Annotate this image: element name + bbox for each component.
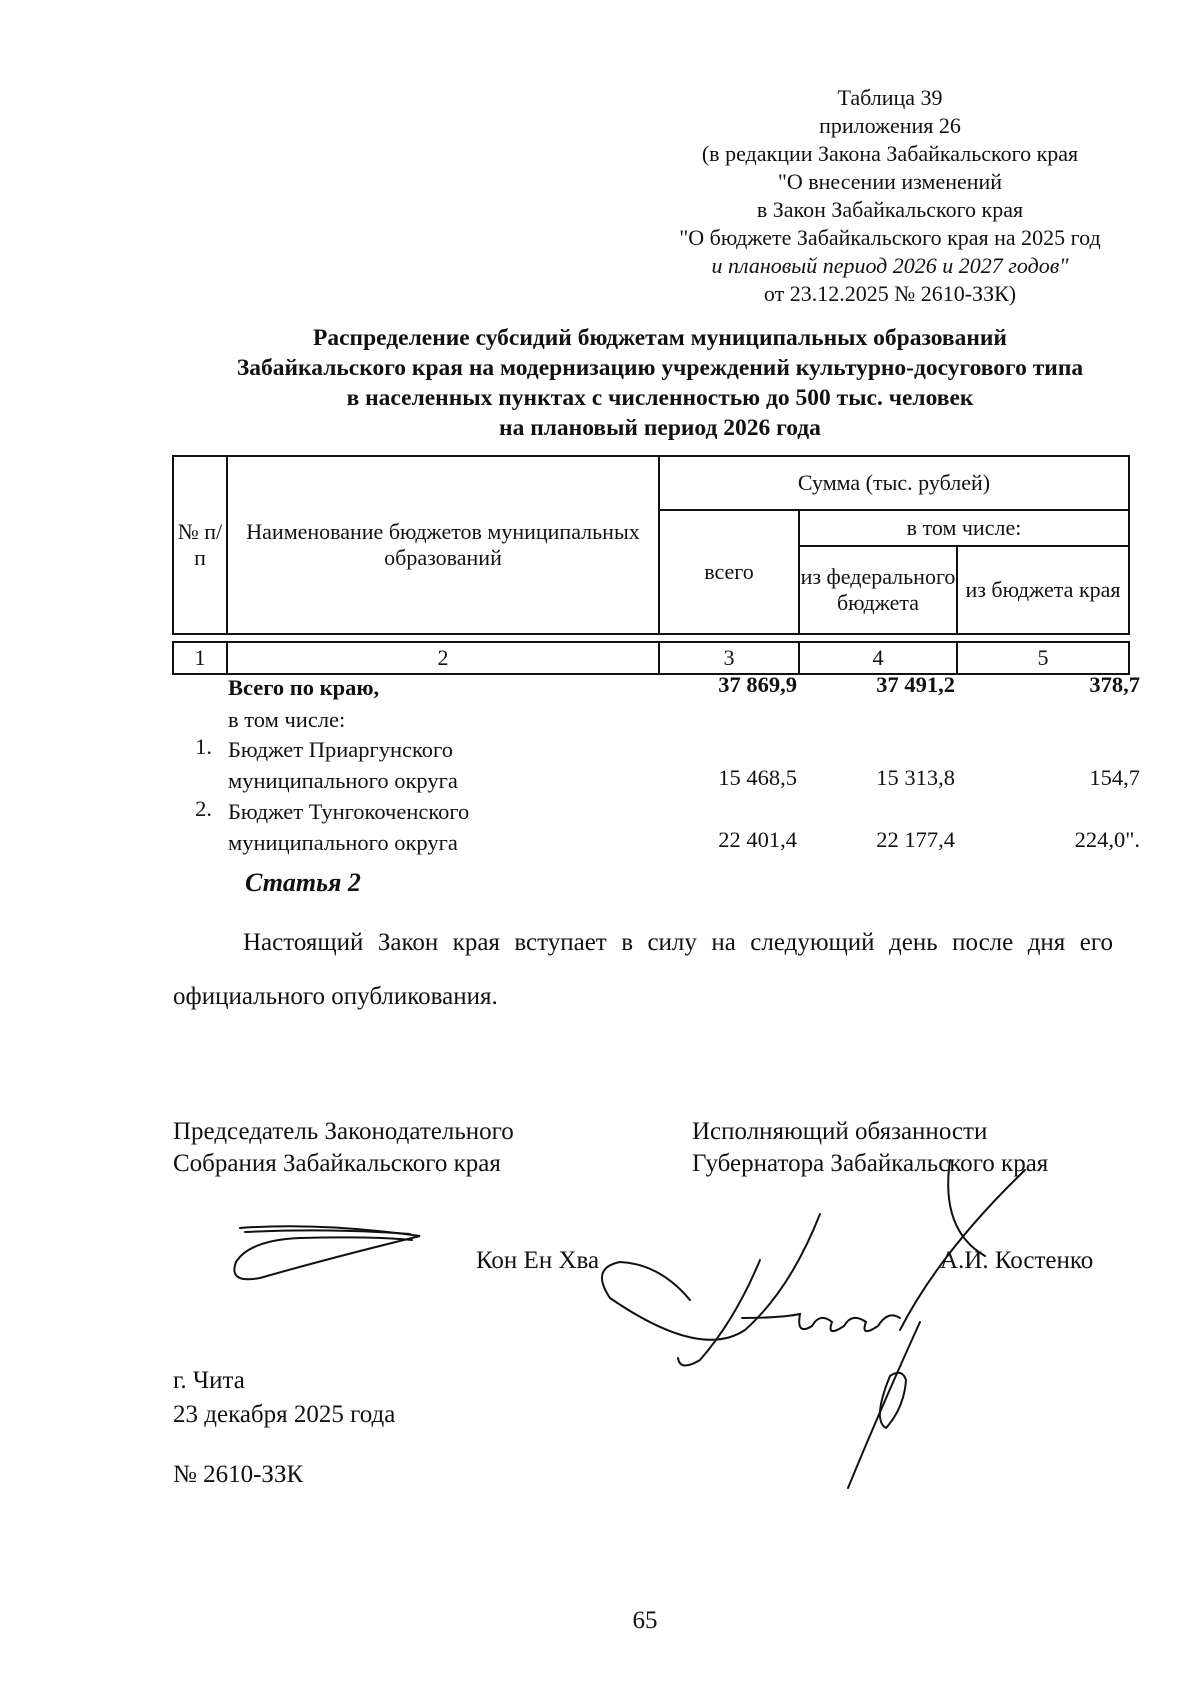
value-total: 22 401,4 (718, 827, 797, 852)
title-line: Собрания Забайкальского края (173, 1150, 501, 1177)
row-name: Всего по краю, (228, 675, 380, 700)
note-line: Таблица 39 (837, 85, 943, 110)
page-number: 65 (632, 1607, 658, 1634)
row-name: в том числе: (228, 707, 346, 732)
row-name-line: Бюджет Тунгокоченского (228, 799, 470, 824)
value-total: 37 869,9 (718, 672, 797, 697)
title-line: на плановый период 2026 года (499, 415, 821, 441)
governor-signature (602, 1160, 1025, 1488)
value-federal: 37 491,2 (876, 672, 955, 697)
table-row (172, 796, 1142, 856)
title-line: Исполняющий обязанности (692, 1118, 988, 1145)
row-number: 1. (195, 734, 212, 759)
row-name (228, 796, 648, 858)
date: 23 декабря 2025 года (173, 1401, 396, 1428)
place-and-date (173, 1364, 395, 1432)
value-federal: 15 313,8 (876, 765, 955, 790)
article-heading: Статья 2 (245, 868, 361, 897)
header-name: Наименование бюджетов муниципальных образований (227, 456, 659, 634)
document-title (160, 323, 1160, 443)
title-line: Губернатора Забайкальского края (692, 1150, 1049, 1177)
note-line: приложения 26 (819, 113, 961, 138)
spacer (173, 634, 1129, 642)
chairman-title (173, 1116, 514, 1180)
column-number: 3 (659, 642, 799, 674)
title-line: в населенных пунктах с численностью до 500 тыс. человек (346, 385, 974, 411)
subsidy-table-header (172, 455, 1130, 675)
note-line: "О внесении изменений (777, 169, 1003, 194)
article-text: Настоящий Закон края вступает в силу на следующий день после дня его официального опубликования. (173, 929, 1113, 1010)
header-total: всего (659, 510, 799, 634)
city: г. Чита (173, 1367, 245, 1394)
value-regional: 154,7 (1089, 765, 1140, 790)
row-name-line: муниципального округа (228, 830, 458, 855)
appendix-note (640, 84, 1140, 308)
column-number: 4 (799, 642, 957, 674)
header-including: в том числе: (799, 510, 1129, 546)
table-row (172, 734, 1142, 794)
law-number: № 2610-ЗЗК (173, 1461, 304, 1488)
header-federal: из федерального бюджета (799, 546, 957, 634)
header-sum: Сумма (тыс. рублей) (659, 456, 1129, 510)
header-regional: из бюджета края (957, 546, 1129, 634)
column-number: 1 (173, 642, 227, 674)
chairman-signature (234, 1226, 420, 1279)
row-number: 2. (195, 796, 212, 821)
row-name (228, 734, 648, 796)
chairman-name: Кон Ен Хва (476, 1247, 600, 1274)
title-line: Забайкальского края на модернизацию учреждений культурно-досугового типа (236, 355, 1084, 381)
value-regional: 224,0". (1074, 827, 1140, 852)
header-no: № п/п (173, 456, 227, 634)
value-regional: 378,7 (1089, 672, 1140, 697)
row-name-line: Бюджет Приаргунского (228, 737, 453, 762)
column-number: 2 (227, 642, 659, 674)
value-federal: 22 177,4 (876, 827, 955, 852)
title-line: Распределение субсидий бюджетам муниципальных образований (313, 325, 1007, 351)
title-line: Председатель Законодательного (173, 1118, 514, 1145)
governor-title (692, 1116, 1048, 1180)
note-line: от 23.12.2025 № 2610-ЗЗК) (763, 281, 1017, 306)
row-name-line: муниципального округа (228, 768, 458, 793)
note-line: "О бюджете Забайкальского края на 2025 год (679, 225, 1101, 250)
note-line: в Закон Забайкальского края (756, 197, 1024, 222)
column-number: 5 (957, 642, 1129, 674)
note-line: и плановый период 2026 и 2027 годов" (711, 253, 1069, 278)
note-line: (в редакции Закона Забайкальского края (701, 141, 1079, 166)
governor-name: А.И. Костенко (940, 1247, 1094, 1274)
value-total: 15 468,5 (718, 765, 797, 790)
